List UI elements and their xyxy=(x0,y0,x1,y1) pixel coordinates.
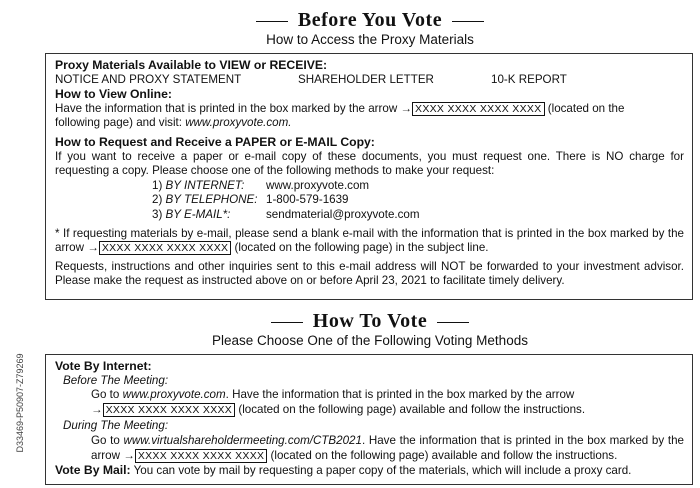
control-number-box: XXXX XXXX XXXX XXXX xyxy=(103,403,236,417)
vote-header xyxy=(40,310,700,349)
internet-heading: Vote By Internet: xyxy=(55,359,152,373)
method-telephone: 2) BY TELEPHONE: 1-800-579-1639 xyxy=(152,193,349,207)
material-10k: 10-K REPORT xyxy=(491,72,567,86)
title-rule-left xyxy=(271,322,303,323)
request-heading: How to Request and Receive a PAPER or E-MAIL Copy: xyxy=(55,134,375,149)
method-email-value[interactable]: sendmaterial@proxyvote.com xyxy=(266,207,420,221)
closing-note: Requests, instructions and other inquiries sent to this e-mail address will NOT be forwarded to your investment advisor. Please make the request as instructed above on or before April 23, 2021 to facilitate timely delivery. xyxy=(55,259,684,288)
vote-by-mail xyxy=(55,463,684,479)
method-telephone-value[interactable]: 1-800-579-1639 xyxy=(266,193,349,207)
control-number-box: XXXX XXXX XXXX XXXX xyxy=(412,102,545,116)
proxy-materials-box xyxy=(45,53,693,300)
email-footnote: * If requesting materials by e-mail, please send a blank e-mail with the information that is printed in the box marked by the arrow → XXXX XXXX XXXX XXXX (located on the following page) in the subject line. xyxy=(55,226,684,255)
method-email: 3) BY E-MAIL*: sendmaterial@proxyvote.com xyxy=(152,207,420,221)
vote-title: How To Vote xyxy=(40,310,700,332)
before-meeting-label: Before The Meeting: xyxy=(63,373,169,387)
mail-text: You can vote by mail by requesting a paper copy of the materials, which will include a proxy card. xyxy=(130,464,632,478)
proxyvote-link[interactable]: www.proxyvote.com. xyxy=(185,116,292,130)
control-number-box: XXXX XXXX XXXX XXXX xyxy=(99,241,232,255)
material-notice: NOTICE AND PROXY STATEMENT xyxy=(55,72,242,86)
during-meeting-label: During The Meeting: xyxy=(63,419,169,433)
material-letter: SHAREHOLDER LETTER xyxy=(298,72,434,86)
arrow-glyph: → xyxy=(91,402,103,416)
before-title: Before You Vote xyxy=(40,9,700,31)
mail-heading: Vote By Mail: xyxy=(55,463,131,478)
voting-methods-box xyxy=(45,354,693,485)
materials-list xyxy=(55,73,684,88)
proxyvote-link[interactable]: www.proxyvote.com xyxy=(122,388,226,402)
view-heading: How to View Online: xyxy=(55,87,172,102)
view-text: Have the information that is printed in the box marked by the arrow → XXXX XXXX XXXX XXXX (located on the following page) and visit: www.proxyvote.com. xyxy=(55,101,625,130)
control-number-box: XXXX XXXX XXXX XXXX xyxy=(135,449,268,463)
document-code: D33469-P50907-Z79269 xyxy=(15,353,25,453)
before-header xyxy=(40,9,700,48)
title-rule-left xyxy=(256,21,288,22)
before-meeting-text: Go to www.proxyvote.com. Have the information that is printed in the box marked by the arrow → XXXX XXXX XXXX XXXX (located on the following page) available and follow the instructions. xyxy=(91,388,586,416)
method-internet: 1) BY INTERNET: www.proxyvote.com xyxy=(152,178,370,192)
request-text: If you want to receive a paper or e-mail copy of these documents, you must request one. There is NO charge for requesting a copy. Please choose one of the following methods to make your request: xyxy=(55,149,684,178)
before-subtitle: How to Access the Proxy Materials xyxy=(266,32,474,47)
vote-subtitle: Please Choose One of the Following Voting Methods xyxy=(212,333,528,348)
title-rule-right xyxy=(437,322,469,323)
during-meeting-text: Go to www.virtualshareholdermeeting.com/CTB2021. Have the information that is printed in the box marked by the arrow → XXXX XXXX XXXX XXXX (located on the following page) available and follow the instructions. xyxy=(91,433,684,462)
method-internet-value[interactable]: www.proxyvote.com xyxy=(266,178,370,192)
materials-heading: Proxy Materials Available to VIEW or RECEIVE: xyxy=(55,58,328,72)
virtual-meeting-link[interactable]: www.virtualshareholdermeeting.com/CTB2021 xyxy=(123,433,362,447)
title-rule-right xyxy=(452,21,484,22)
